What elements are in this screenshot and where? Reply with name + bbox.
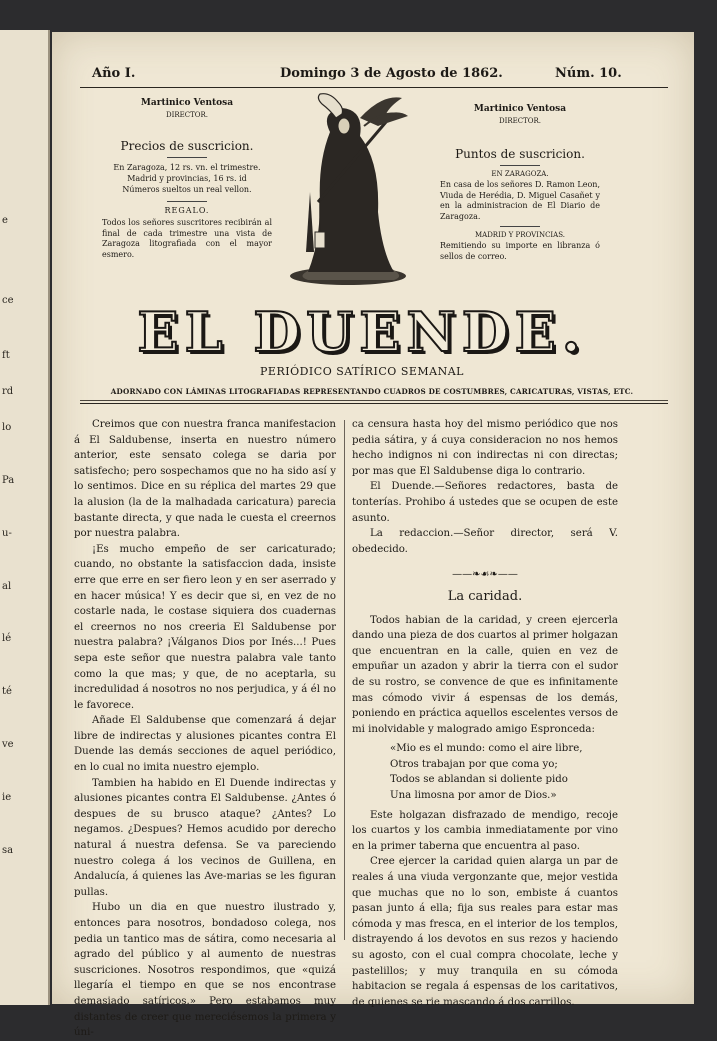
director-name: Martinico Ventosa [140,98,234,108]
left-page-edge [0,30,50,1005]
director-title: DIRECTOR. [498,117,542,125]
hooded-figure-illustration [290,92,410,288]
left-page-fragment: ft [2,350,10,361]
paragraph: El Duende.—Señores redactores, basta de tonterías. Prohibo á ustedes que se ocupen de este asunto. [352,481,618,524]
gift-heading: REGALO. [164,206,210,215]
paragraph: Creimos que con nuestra franca manifestacion á El Saldubense, inserta en nuestro número anterior, este sensato colega se daria por satisfecho; pero sospechamos que no ha sido así y lo sentimos. Dice en su réplica del martes 29 que la alusion (la de la malhadada caricatura) parecia bastante directa, y que nada le cuesta el creernos por nuestra palabra. [74,419,336,540]
paragraph: Todos habian de la caridad, y creen ejercerla dando una pieza de dos cuartos al primer holgazan que encuentran en la calle, quien en vez de empuñar un azadon y abrir la tierra con el sudor de su rostro, se convence de que es infinitamente mas cómodo vivir á espensas de los demás, poniendo en práctica aquellos escelentes versos de mi inolvidable y malogrado amigo Espronceda: [352,614,618,735]
paragraph: Hubo un dia en que nuestro ilustrado y, entonces para nosotros, bondadoso colega, nos pedia un tantico mas de sátira, como necesaria al agrado del público y al aumento de nuestras suscriciones. Nosotros respondimos, que «quizá llegaría el tiempo en que se nos encontrase demasiado satíricos.» Pero estabamos muy distantes de creer que mereciésemos la primera y úni- [74,902,336,1039]
paragraph: Cree ejercer la caridad quien alarga un par de reales á una viuda vergonzante que, mejor vestida que muchas que no lo son, embiste á cuantos pasan junto á ella; fija sus reales para estar mas cómoda y mas fresca, en el interior de los templos, distrayendo á los devotos en sus rezos y haciendo su agosto, con el cual compra chocolate, leche y pastelillos; y muy tranquila en su cómoda habitacion se regala á espensas de los caritativos, de quienes se rie mascando á dos carrillos. [352,856,618,1008]
divider [500,226,540,227]
director-title: DIRECTOR. [165,111,209,119]
verse-block [352,741,618,803]
left-page-fragment: al [2,581,12,592]
issue-number: Núm. 10. [555,66,622,81]
prices-list [102,162,272,195]
masthead-rule-top [80,400,668,401]
left-page-fragment: rd [2,386,14,397]
divider [167,201,207,202]
left-page-fragment: Pa [2,475,15,486]
newspaper-tagline: ADORNADO CON LÁMINAS LITOGRAFIADAS REPRESENTANDO CUADROS DE COSTUMBRES, CARICATURAS, VISTAS, ETC. [110,387,634,396]
left-page-fragment: lé [2,633,12,644]
ornament-divider: ——❧☙❧—— [452,569,518,581]
price-line: En Zaragoza, 12 rs. vn. el trimestre. [113,163,261,172]
column-divider [344,420,345,940]
newspaper-title: EL DUENDE. [137,300,587,364]
left-page-fragment: ce [2,295,14,306]
left-info-box [102,98,272,260]
paragraph: La redaccion.—Señor director, será V. obedecido. [352,528,618,555]
left-page-fragment: e [2,215,8,226]
newspaper-subtitle: PERIÓDICO SATÍRICO SEMANAL [260,365,464,378]
right-info-box [440,104,600,262]
left-page-fragment: té [2,686,12,697]
verse-line: Otros trabajan por que coma yo; [390,758,558,770]
left-page-fragment: lo [2,422,12,433]
verse-line: Una limosna por amor de Dios.» [390,790,557,802]
paragraph: ¡Es mucho empeño de ser caricaturado; cuando, no obstante la satisfaccion dada, insiste erre que erre en ser fiero leon y en ser aserrado y en hacer música! Y es decir que si, en vez de no costarle nada, le costase siquiera dos cuadernas el creernos no nos creeria El Saldubense por nuestra palabra? ¡Válganos Dios por Inés...! Pues sepa este señor que nuestra palabra vale tanto como la que mas; y que, de no aceptarla, su incredulidad á nosotros no nos perjudica, y á él no le favorece. [74,543,336,711]
prices-heading: Precios de suscricion. [120,139,254,153]
header-rule [80,87,668,88]
provinces-heading: MADRID Y PROVINCIAS. [474,231,566,239]
newspaper-page [52,32,694,1039]
paragraph: Tambien ha habido en El Duende indirectas y alusiones picantes contra El Saldubense. ¿Antes ó despues de su brusco ataque? ¿Antes? Lo negamos. ¿Despues? Hemos acudido por derecho natural á nuestra defensa. Se va pareciendo nuestro colega á los vecinos de Guillena, en Andalucía, á quienes las Ave-marias se les figuran pullas. [74,777,336,898]
paragraph: Añade El Saldubense que comenzará á dejar libre de indirectas y alusiones picantes contra El Duende las demás secciones de aquel periódico, en lo cual no imita nuestro ejemplo. [74,715,336,774]
divider [500,165,540,166]
divider [167,157,207,158]
year-label: Año I. [92,66,136,81]
paragraph: Este holgazan disfrazado de mendigo, recoje los cuartos y los cambia inmediatamente por vino en la primer taberna que encuentra al paso. [352,809,618,852]
left-column-text [74,417,336,1041]
left-page-fragment: ie [2,792,12,803]
masthead-rule-bottom [80,403,668,404]
left-page-fragment: ve [2,739,14,750]
provinces-text: Remitiendo su importe en libranza ó sellos de correo. [440,241,600,261]
article-title: La caridad. [447,588,523,604]
left-page-fragment: u- [2,528,12,539]
paragraph: ca censura hasta hoy del mismo periódico que nos pedia sátira, y á cuya consideracion no nos hemos hecho indignos ni con indirectas ni con directas; por mas que El Saldubense diga lo contrario. [352,419,618,477]
verse-line: «Mio es el mundo: como el aire libre, [390,743,583,755]
director-name: Martinico Ventosa [473,104,567,114]
price-line: Números sueltos un real vellon. [122,185,252,194]
zaragoza-heading: EN ZARAGOZA. [491,170,549,178]
price-line: Madrid y provincias, 16 rs. id [127,174,247,183]
zaragoza-text: En casa de los señores D. Ramon Leon, Viuda de Herédia, D. Miguel Casañet y en la administracion de El Diario de Zaragoza. [440,180,600,221]
verse-line: Todos se ablandan si doliente pido [390,774,568,786]
issue-date: Domingo 3 de Agosto de 1862. [280,66,503,81]
gift-text: Todos los señores suscritores recibirán al final de cada trimestre una vista de Zaragoza litografiada con el mayor esmero. [102,218,272,259]
right-column-text [352,417,618,1010]
points-heading: Puntos de suscricion. [455,147,585,161]
left-page-fragment: sa [2,845,14,856]
